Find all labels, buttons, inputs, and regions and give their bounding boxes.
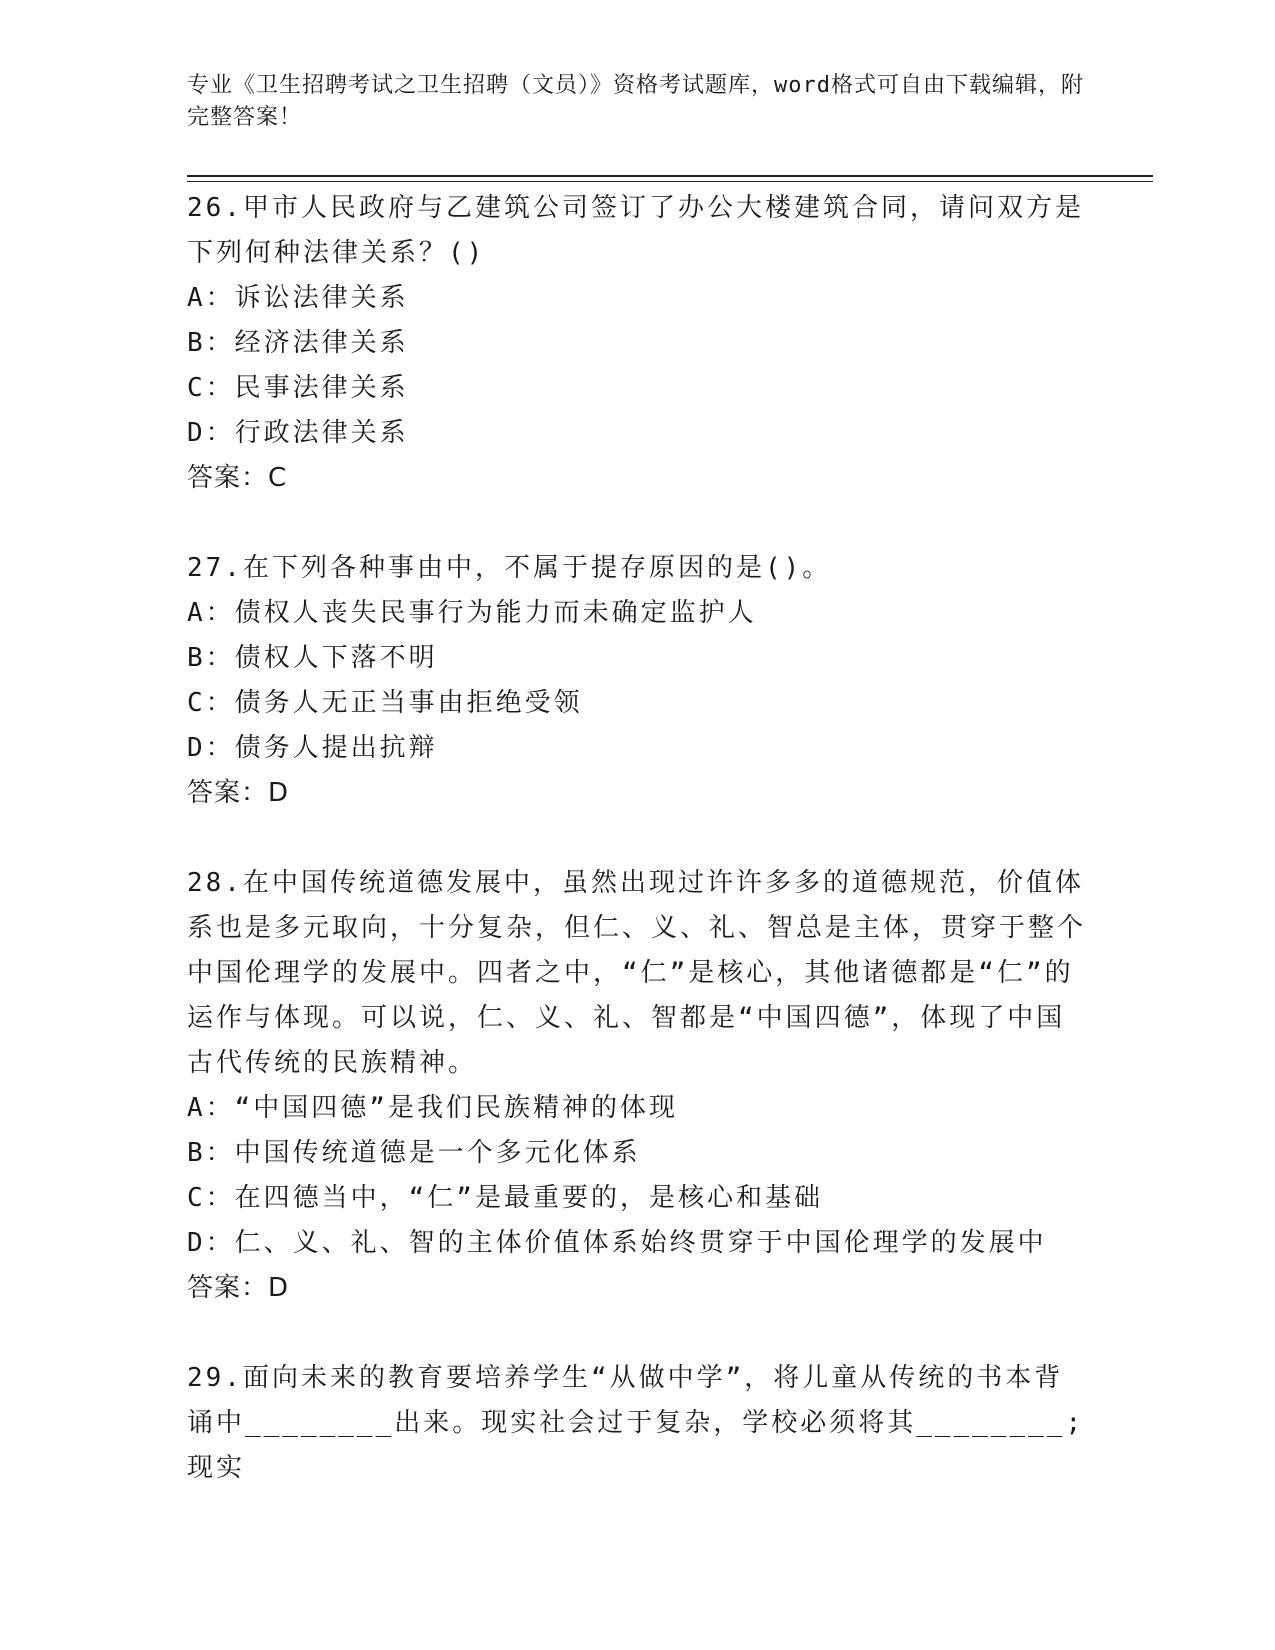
option-d: D：债务人提出抗辩 (187, 733, 438, 763)
header-divider-thin (187, 181, 1153, 182)
option-a: A：债权人丧失民事行为能力而未确定监护人 (187, 598, 757, 628)
option-d: D：行政法律关系 (187, 418, 409, 448)
answer-label: 答案：D (187, 778, 290, 808)
option-d: D：仁、义、礼、智的主体价值体系始终贯穿于中国伦理学的发展中 (187, 1228, 1047, 1258)
question-stem: 26.甲市人民政府与乙建筑公司签订了办公大楼建筑合同，请问双方是下列何种法律关系？() (187, 193, 1084, 268)
answer-label: 答案：D (187, 1273, 290, 1303)
question-spacer (187, 501, 1087, 546)
question-list (187, 186, 1087, 1491)
question-spacer (187, 816, 1087, 861)
question-26 (187, 186, 1087, 501)
question-27 (187, 546, 1087, 816)
answer-label: 答案：C (187, 463, 288, 493)
question-stem: 28.在中国传统道德发展中，虽然出现过许许多多的道德规范，价值体系也是多元取向，十分复杂，但仁、义、礼、智总是主体，贯穿于整个中国伦理学的发展中。四者之中，“仁”是核心，其他诸德都是“仁”的运作与体现。可以说，仁、义、礼、智都是“中国四德”，体现了中国古代传统的民族精神。 (187, 868, 1087, 1078)
option-b: B：债权人下落不明 (187, 643, 438, 673)
question-stem: 27.在下列各种事由中，不属于提存原因的是()。 (187, 553, 832, 583)
question-stem: 29.面向未来的教育要培养学生“从做中学”，将儿童从传统的书本背诵中________出来。现实社会过于复杂，学校必须将其________;现实 (187, 1363, 1085, 1483)
option-b: B：中国传统道德是一个多元化体系 (187, 1138, 641, 1168)
question-28 (187, 861, 1087, 1311)
question-29 (187, 1356, 1087, 1491)
option-c: C：债务人无正当事由拒绝受领 (187, 688, 583, 718)
option-c: C：在四德当中，“仁”是最重要的，是核心和基础 (187, 1183, 823, 1213)
option-c: C：民事法律关系 (187, 373, 409, 403)
question-spacer (187, 1311, 1087, 1356)
option-b: B：经济法律关系 (187, 328, 409, 358)
option-a: A：“中国四德”是我们民族精神的体现 (187, 1093, 678, 1123)
document-header: 专业《卫生招聘考试之卫生招聘（文员）》资格考试题库，word格式可自由下载编辑，附完整答案！ (187, 73, 1084, 130)
header-divider (187, 175, 1153, 177)
option-a: A：诉讼法律关系 (187, 283, 409, 313)
